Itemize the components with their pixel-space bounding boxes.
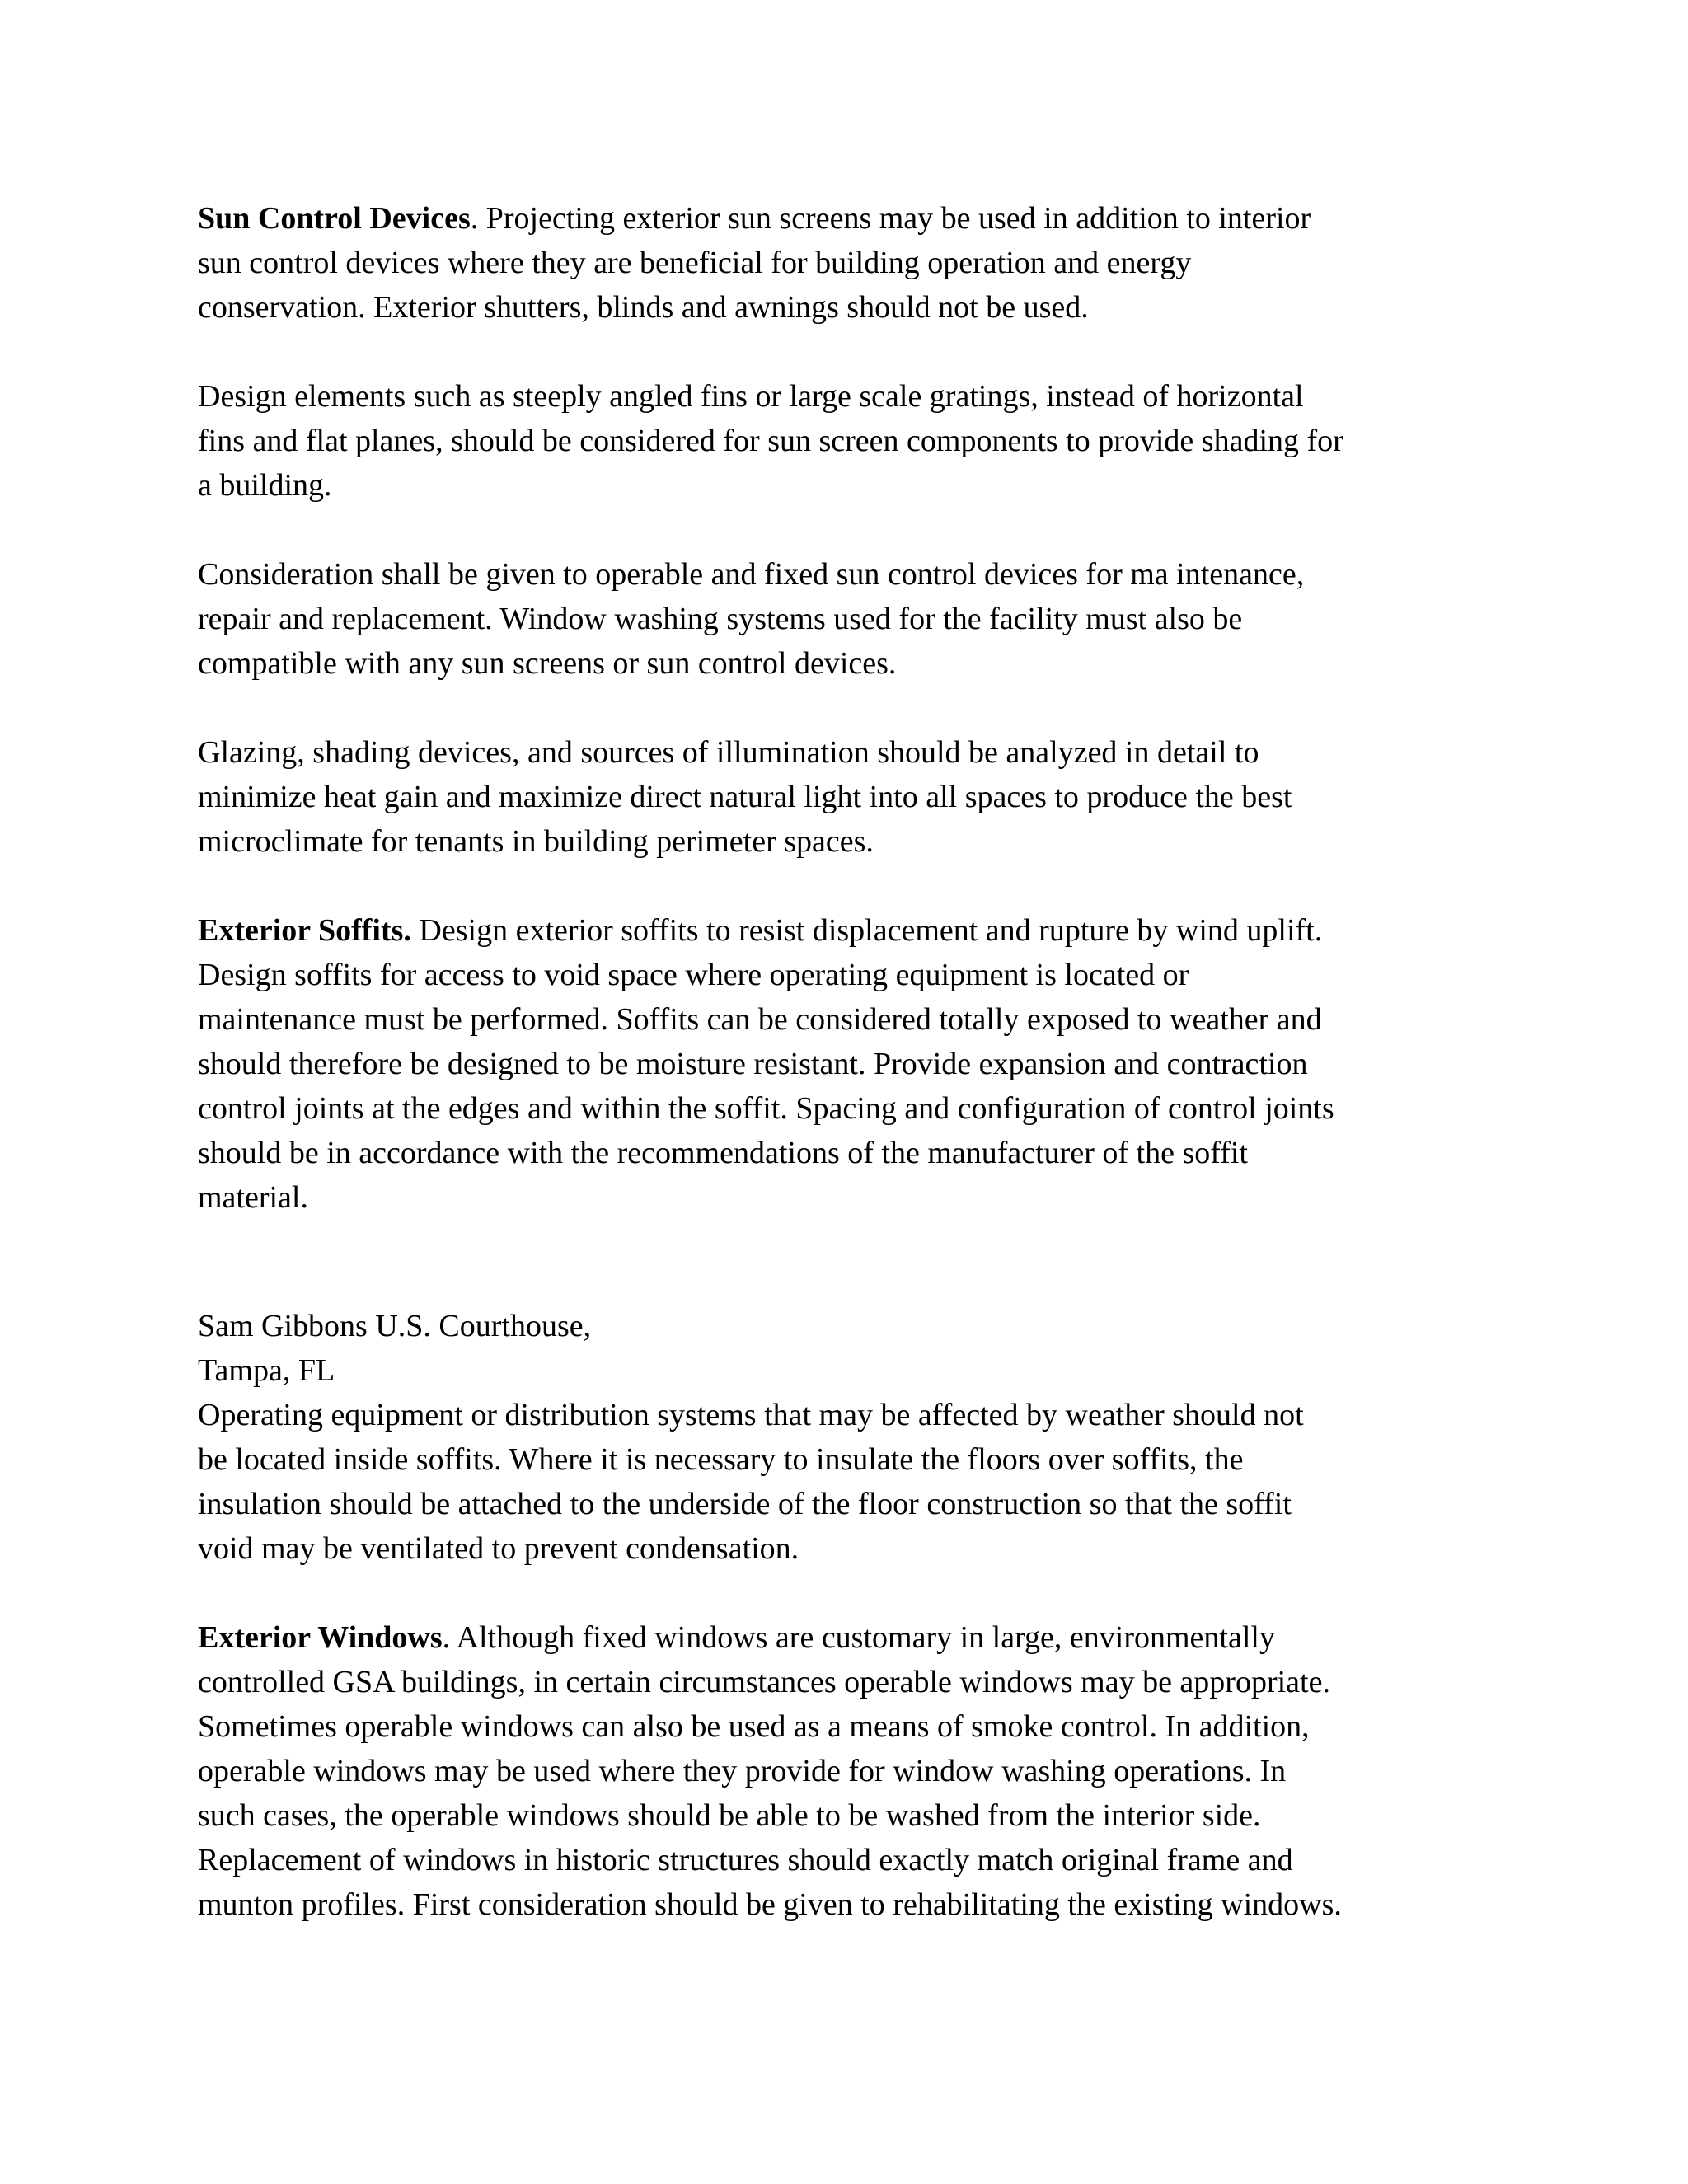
text-line: repair and replacement. Window washing systems used for the facility must also be — [198, 602, 1243, 636]
caption-line: Tampa, FL — [198, 1353, 335, 1388]
windows-paragraph — [198, 1615, 1500, 1927]
text-line: Glazing, shading devices, and sources of illumination should be analyzed in detail to — [198, 735, 1259, 770]
section-heading: Sun Control Devices — [198, 201, 471, 236]
text-line: Design elements such as steeply angled fins or large scale gratings, instead of horizontal — [198, 379, 1304, 414]
text-line: fins and flat planes, should be considered for sun screen components to provide shading for — [198, 424, 1343, 458]
text-line: munton profiles. First consideration should be given to rehabilitating the existing windows. — [198, 1887, 1342, 1922]
text-line: insulation should be attached to the underside of the floor construction so that the soffit — [198, 1487, 1292, 1521]
section-heading: Exterior Windows — [198, 1620, 443, 1655]
design-elements-paragraph — [198, 374, 1500, 508]
sun-control-paragraph — [198, 196, 1500, 330]
soffits-paragraph — [198, 908, 1500, 1220]
text-line: Design soffits for access to void space where operating equipment is located or — [198, 958, 1189, 992]
text-line: be located inside soffits. Where it is necessary to insulate the floors over soffits, the — [198, 1442, 1244, 1477]
text-line: material. — [198, 1180, 308, 1215]
text-run: Although fixed windows are customary in large, environmentally — [450, 1620, 1275, 1655]
text-line: microclimate for tenants in building perimeter spaces. — [198, 824, 874, 859]
text-line: void may be ventilated to prevent condensation. — [198, 1531, 799, 1566]
document-page — [198, 196, 1500, 1927]
text-line: controlled GSA buildings, in certain circumstances operable windows may be appropriate. — [198, 1665, 1330, 1699]
image-caption — [198, 1304, 1500, 1393]
text-line — [198, 1615, 1500, 1660]
consideration-paragraph — [198, 552, 1500, 686]
text-line: a building. — [198, 468, 332, 503]
text-line: conservation. Exterior shutters, blinds and awnings should not be used. — [198, 290, 1089, 325]
text-line: should be in accordance with the recommendations of the manufacturer of the soffit — [198, 1136, 1248, 1170]
text-line: Replacement of windows in historic structures should exactly match original frame and — [198, 1843, 1293, 1877]
text-line: compatible with any sun screens or sun control devices. — [198, 646, 897, 681]
text-line: Sometimes operable windows can also be used as a means of smoke control. In addition, — [198, 1709, 1310, 1744]
text-line: such cases, the operable windows should be able to be washed from the interior side. — [198, 1798, 1261, 1833]
section-spacer — [198, 1220, 1500, 1304]
text-line: minimize heat gain and maximize direct natural light into all spaces to produce the best — [198, 780, 1292, 814]
text-line: control joints at the edges and within the soffit. Spacing and configuration of control joints — [198, 1091, 1334, 1126]
caption-line: Sam Gibbons U.S. Courthouse, — [198, 1309, 592, 1343]
heading-period: . — [442, 1620, 451, 1655]
text-line — [198, 196, 1500, 241]
section-heading: Exterior Soffits. — [198, 913, 411, 948]
text-line: Operating equipment or distribution systems that may be affected by weather should not — [198, 1398, 1304, 1432]
heading-period: . — [470, 201, 479, 236]
text-line: should therefore be designed to be moisture resistant. Provide expansion and contraction — [198, 1047, 1308, 1081]
text-run: Projecting exterior sun screens may be used in addition to interior — [478, 201, 1311, 236]
operating-equipment-paragraph — [198, 1393, 1500, 1571]
text-line — [198, 908, 1500, 953]
text-run: Design exterior soffits to resist displacement and rupture by wind uplift. — [410, 913, 1323, 948]
text-line: Consideration shall be given to operable and fixed sun control devices for ma intenance, — [198, 557, 1305, 592]
text-line: sun control devices where they are beneficial for building operation and energy — [198, 246, 1192, 280]
text-line: operable windows may be used where they provide for window washing operations. In — [198, 1754, 1287, 1788]
glazing-paragraph — [198, 730, 1500, 864]
text-line: maintenance must be performed. Soffits can be considered totally exposed to weather and — [198, 1002, 1322, 1037]
